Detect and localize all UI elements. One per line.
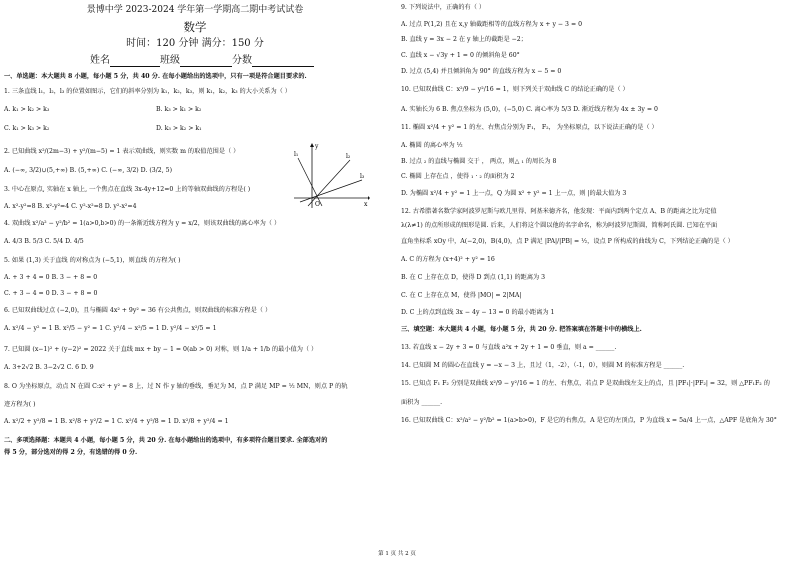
figure-label-l2: l₂ (346, 153, 351, 160)
score-label: 分数 (232, 55, 252, 66)
q3-options: A. x²-y²=8 B. x²-y²=4 C. y²-x²=8 D. y²-x²=4 (4, 203, 137, 210)
q16-stem: 16. 已知双曲线 C：x²/a² − y²/b² = 1(a>b>0)，F 是它的右焦点，A 是它的左顶点，P 为直线 x = 5a/4 上一点，△APF 是底角为 30° (401, 417, 777, 424)
q11-option-b: B. 过点 ₂ 的直线与椭圆 交于 ， 两点，则△ ₁ 的周长为 8 (401, 158, 557, 165)
q12-option-d: D. C 上的点到直线 3x − 4y − 13 = 0 的最小距离为 1 (401, 309, 555, 316)
q8-options: A. x²/2 + y²/8 = 1 B. x²/8 + y²/2 = 1 C. x²/4 + y²/8 = 1 D. x²/8 + y²/4 = 1 (4, 418, 229, 425)
q11-stem: 11. 椭圆 x²/4 + y² = 1 的左、右焦点分别为 F₁， F₂， 为坐标原点，以下说法正确的是（ ） (401, 124, 658, 131)
figure-label-l1: l₁ (294, 151, 299, 158)
q9-option-c: C. 直线 x − √3y + 1 = 0 的倾斜角是 60° (401, 52, 520, 59)
q12-option-b: B. 在 C 上存在点 D，使得 D 到点 (1,1) 的距离为 3 (401, 274, 546, 281)
q9-option-d: D. 过点 (5,4) 并且倾斜角为 90° 的直线方程为 x − 5 = 0 (401, 68, 562, 75)
q1-option-c: C. k₁ > k₃ > k₂ (4, 125, 50, 132)
q12-stem-1: 12. 古希腊著名数学家阿波罗尼斯与欧几里得、阿基米德齐名，他发现：平面内到两个定点 A、B 的距离之比为定值 (401, 208, 717, 215)
q9-stem: 9. 下列说法中，正确的有（ ） (401, 4, 486, 11)
figure-label-l3: l₃ (360, 173, 365, 180)
q12-option-a: A. C 的方程为 (x+4)² + y² = 16 (401, 256, 495, 263)
right-column (397, 0, 787, 561)
q1-option-a: A. k₁ > k₂ > k₃ (4, 106, 50, 113)
page-footer: 第 1 页 共 2 页 (378, 551, 416, 557)
q14-stem: 14. 已知圆 M 的圆心在直线 y = −x − 3 上，且过（1，-2），（-1，0），则圆 M 的标准方程是 ______. (401, 362, 685, 369)
q1-stem: 1. 三条直线 l₁，l₂，l₃ 的位置如图示，它们的斜率分别为 k₁，k₂，k₃，则 k₁，k₂，k₃ 的大小关系为（ ） (4, 88, 291, 95)
figure-label-y: y (315, 143, 319, 150)
q6-stem: 6. 已知双曲线过点 (−2,0)，且与椭圆 4x² + 9y² = 36 有公共焦点，则双曲线的标准方程是（ ） (4, 307, 272, 314)
section-1-heading: 一、单选题：本大题共 8 小题，每小题 5 分，共 40 分. 在每小题给出的选项中，只有一项是符合题目要求的. (4, 73, 307, 80)
q15-stem-cont: 面积为 ______. (401, 399, 443, 406)
time-score-info: 时间：120 分钟 满分：150 分 (126, 38, 264, 49)
subject-title: 数学 (183, 20, 207, 34)
q15-stem: 15. 已知点 F₁ F₂ 分别是双曲线 x²/9 − y²/16 = 1 的左、右焦点，若点 P 是双曲线左支上的点，且 |PF₁|·|PF₂| = 32，则 △PF₁F₂ 的 (401, 380, 770, 387)
q1-option-b: B. k₃ > k₁ > k₂ (156, 106, 202, 113)
q9-option-b: B. 直线 y = 3x − 2 在 y 轴上的截距是 −2； (401, 36, 527, 43)
q13-stem: 13. 若直线 x − 2y + 3 = 0 与直线 a²x + 2y + 1 = 0 垂直，则 a = ______. (401, 344, 617, 351)
left-column (0, 0, 390, 561)
q6-options: A. x²/4 − y² = 1 B. x²/5 − y² = 1 C. y²/4 − x²/5 = 1 D. y²/4 − x²/5 = 1 (4, 325, 217, 332)
q5-options-ab: A. + 3 + 4 = 0 B. 3 − + 8 = 0 (4, 274, 98, 281)
q8-stem: 8. O 为坐标原点，动点 N 在圆 C:x² + y² = 8 上，过 N 作 y 轴的垂线，垂足为 M，点 P 满足 MP = ½ MN，则点 P 的轨 (4, 383, 348, 390)
name-label: 姓名 (90, 55, 110, 66)
q8-stem-cont: 迹方程为( ) (4, 401, 36, 408)
q1-option-d: D. k₃ > k₂ > k₁ (156, 125, 202, 132)
q3-stem: 3. 中心在原点, 实轴在 x 轴上, 一个焦点在直线 3x-4y+12=0 上的等轴双曲线的方程是( ) (4, 186, 251, 193)
q10-options: A. 实轴长为 6 B. 焦点坐标为 (5,0)，(−5,0) C. 离心率为 5/3 D. 渐近线方程为 4x ± 3y = 0 (401, 106, 658, 113)
q2-options: A. (−∞, 3/2)∪(5,+∞) B. (5,+∞) C. (−∞, 3/2) D. (3/2, 5) (4, 167, 173, 174)
q12-option-c: C. 在 C 上存在点 M，使得 |MO| = 2|MA| (401, 292, 522, 299)
q1-lines-figure (290, 140, 370, 210)
q9-option-a: A. 过点 P(1,2) 且在 x,y 轴截距相等的直线方程为 x + y − 3 = 0 (401, 21, 583, 28)
section-3-heading: 三、填空题：本大题共 4 小题，每小题 5 分，共 20 分. 把答案填在答题卡中的横线上. (401, 326, 642, 333)
q4-stem: 4. 双曲线 x²/a² − y²/b² = 1(a>0,b>0) 的一条渐近线方程为 y = x/2，则该双曲线的离心率为（ ） (4, 220, 281, 227)
q11-option-c: C. 椭圆 上存在点 ，使得 ₁ · ₂ 的面积为 2 (401, 173, 515, 180)
score-blank[interactable] (252, 57, 314, 67)
section-2-heading: 二、多项选择题：本题共 4 小题，每小题 5 分，共 20 分. 在每小题给出的选项中，有多项符合题目要求. 全部选对的 (4, 437, 328, 444)
q7-options: A. 3+2√2 B. 3−2√2 C. 6 D. 9 (4, 364, 94, 371)
student-info-line (90, 55, 314, 67)
name-blank[interactable] (110, 57, 160, 67)
q10-stem: 10. 已知双曲线 C：x²/9 − y²/16 = 1，则下列关于双曲线 C 的结论正确的是（ ） (401, 86, 629, 93)
exam-title: 景博中学 2023-2024 学年第一学期高二期中考试试卷 (86, 5, 304, 15)
class-label: 班级 (160, 55, 180, 66)
figure-label-origin: O (315, 201, 320, 208)
q2-stem: 2. 已知曲线 x²/(2m−3) + y²/(m−5) = 1 表示双曲线，则实数 m 的取值范围是（ ） (4, 148, 240, 155)
section-2-heading-cont: 得 5 分，部分选对的得 2 分，有选错的得 0 分. (4, 449, 138, 456)
class-blank[interactable] (180, 57, 232, 67)
q11-option-a: A. 椭圆 的离心率为 ½ (401, 142, 463, 149)
q7-stem: 7. 已知圆 (x−1)² + (y−2)² = 2022 关于直线 mx + by − 1 = 0(ab > 0) 对称，则 1/a + 1/b 的最小值为（ ） (4, 346, 318, 353)
q5-stem: 5. 如果 (1,3) 关于直线 的对称点为 (−5,1)，则直线 的方程为( ) (4, 257, 181, 264)
q12-stem-2: λ(λ≠1) 的点所形成的图形是圆. 后来，人们将这个圆以他的名字命名，称为阿波罗尼斯圆，简称阿氏圆. 已知在平面 (401, 222, 718, 229)
q4-options: A. 4/3 B. 5/3 C. 5/4 D. 4/5 (4, 238, 84, 245)
q5-options-cd: C. + 3 − 4 = 0 D. 3 − + 8 = 0 (4, 290, 98, 297)
figure-label-x: x (364, 201, 368, 208)
q12-stem-3: 直角坐标系 xOy 中，A(−2,0)，B(4,0)，点 P 满足 |PA|/|PB| = ½，设点 P 所构成的曲线为 C，下列结论正确的是（ ） (401, 238, 734, 245)
q11-option-d: D. 为椭圆 x²/4 + y² = 1 上一点，Q 为圆 x² + y² = 1 上一点，则 |的最大值为 3 (401, 190, 627, 197)
